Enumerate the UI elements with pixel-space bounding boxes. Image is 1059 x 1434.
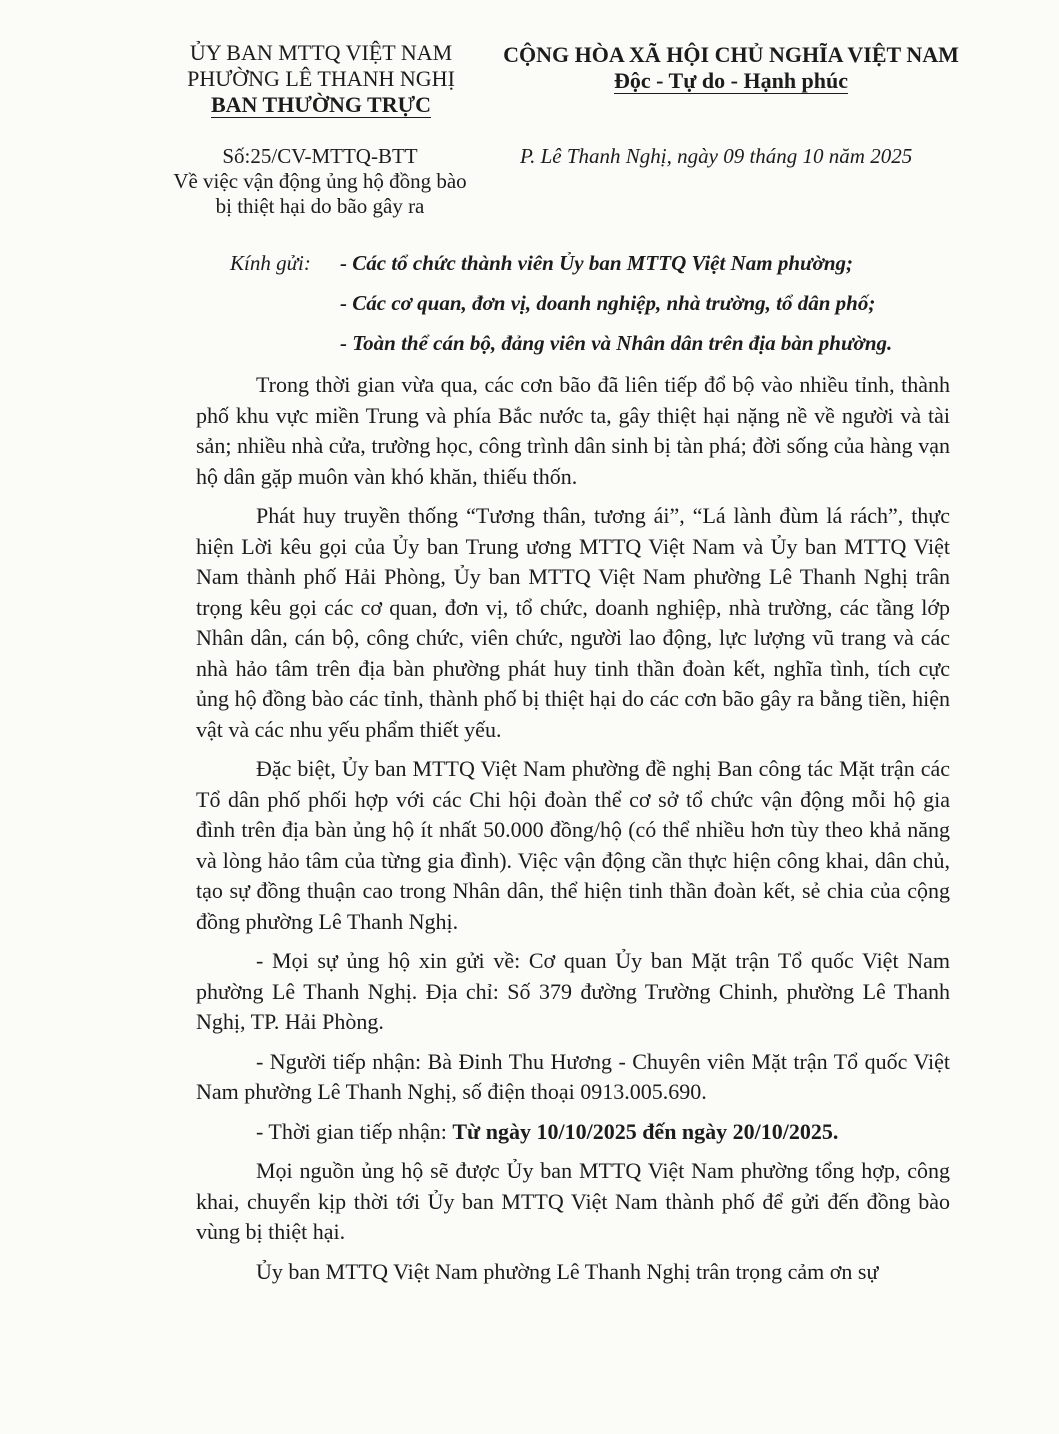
recipient-item: - Các cơ quan, đơn vị, doanh nghiệp, nhà trường, tổ dân phố; bbox=[340, 291, 876, 315]
recipients-label: Kính gửi: bbox=[230, 251, 311, 275]
document-reference bbox=[150, 144, 490, 219]
agency-line-3: BAN THƯỜNG TRỰC bbox=[210, 92, 432, 117]
body-paragraph: - Người tiếp nhận: Bà Đinh Thu Hương - Chuyên viên Mặt trận Tổ quốc Việt Nam phường Lê Thanh Nghị, số điện thoại 0913.005.690. bbox=[196, 1048, 950, 1104]
body-paragraph: Trong thời gian vừa qua, các cơn bão đã liên tiếp đổ bộ vào nhiều tỉnh, thành phố khu vực miền Trung và phía Bắc nước ta, gây thiệt hại nặng nề về người và tài sản; nhiều nhà cửa, trường học, công trình dân sinh bị tàn phá; đời sống của hàng vạn hộ dân gặp muôn vàn khó khăn, thiếu thốn. bbox=[196, 372, 950, 489]
document-body bbox=[196, 370, 950, 1287]
document-subject-line-2: bị thiệt hại do bão gây ra bbox=[215, 194, 425, 218]
national-title: CỘNG HÒA XÃ HỘI CHỦ NGHĨA VIỆT NAM bbox=[503, 42, 959, 67]
recipients-label-spacer bbox=[230, 290, 340, 330]
document-subject-line-1: Về việc vận động ủng hộ đồng bào bbox=[173, 169, 467, 193]
body-paragraph: Mọi nguồn ủng hộ sẽ được Ủy ban MTTQ Việt Nam phường tổng hợp, công khai, chuyển kịp thời tới Ủy ban MTTQ Việt Nam thành phố để gửi đến đồng bào vùng bị thiệt hại. bbox=[196, 1158, 950, 1244]
receiving-time-value: Từ ngày 10/10/2025 đến ngày 20/10/2025. bbox=[452, 1118, 839, 1144]
document-number: Số:25/CV-MTTQ-BTT bbox=[222, 144, 418, 168]
body-paragraph-receiving-time bbox=[196, 1117, 950, 1148]
national-title-block bbox=[496, 42, 966, 94]
body-paragraph: Đặc biệt, Ủy ban MTTQ Việt Nam phường đề nghị Ban công tác Mặt trận các Tổ dân phố phối hợp với các Chi hội đoàn thể cơ sở tổ chức vận động mỗi hộ gia đình trên địa bàn ủng hộ ít nhất 50.000 đồng/hộ (có thể nhiều hơn tùy theo khả năng và lòng hảo tâm của từng gia đình). Việc vận động cần thực hiện công khai, dân chủ, tạo sự đồng thuận cao trong Nhân dân, thể hiện tinh thần đoàn kết, sẻ chia của cộng đồng phường Lê Thanh Nghị. bbox=[196, 756, 950, 934]
national-motto: Độc - Tự do - Hạnh phúc bbox=[613, 68, 849, 93]
agency-line-1: ỦY BAN MTTQ VIỆT NAM bbox=[189, 40, 453, 65]
body-paragraph: Ủy ban MTTQ Việt Nam phường Lê Thanh Nghị trân trọng cảm ơn sự bbox=[256, 1258, 879, 1284]
recipients-label-spacer bbox=[230, 330, 340, 370]
place-date: P. Lê Thanh Nghị, ngày 09 tháng 10 năm 2025 bbox=[520, 144, 913, 168]
body-paragraph: Phát huy truyền thống “Tương thân, tương ái”, “Lá lành đùm lá rách”, thực hiện Lời kêu gọi của Ủy ban Trung ương MTTQ Việt Nam và Ủy ban MTTQ Việt Nam thành phố Hải Phòng, Ủy ban MTTQ Việt Nam phường Lê Thanh Nghị trân trọng kêu gọi các cơ quan, đơn vị, tổ chức, doanh nghiệp, nhà trường, các tầng lớp Nhân dân, cán bộ, công chức, viên chức, người lao động, lực lượng vũ trang và các nhà hảo tâm trên địa bàn phường phát huy tinh thần đoàn kết, nghĩa tình, tích cực ủng hộ đồng bào các tỉnh, thành phố bị thiệt hại do các cơn bão gây ra bằng tiền, hiện vật và các nhu yếu phẩm thiết yếu. bbox=[196, 503, 950, 742]
recipient-item: - Các tổ chức thành viên Ủy ban MTTQ Việt Nam phường; bbox=[340, 251, 854, 275]
body-paragraph: - Mọi sự ủng hộ xin gửi về: Cơ quan Ủy ban Mặt trận Tổ quốc Việt Nam phường Lê Thanh Nghị. Địa chỉ: Số 379 đường Trường Chinh, phường Lê Thanh Nghị, TP. Hải Phòng. bbox=[196, 948, 950, 1034]
agency-line-2: PHƯỜNG LÊ THANH NGHỊ bbox=[187, 66, 455, 91]
recipient-item: - Toàn thể cán bộ, đảng viên và Nhân dân trên địa bàn phường. bbox=[340, 331, 893, 355]
receiving-time-label: - Thời gian tiếp nhận: bbox=[256, 1118, 453, 1144]
issuing-agency-block bbox=[168, 40, 474, 118]
recipient-row bbox=[230, 330, 990, 370]
recipient-row bbox=[230, 290, 990, 330]
recipients-block bbox=[230, 250, 990, 370]
recipient-row bbox=[230, 250, 990, 290]
